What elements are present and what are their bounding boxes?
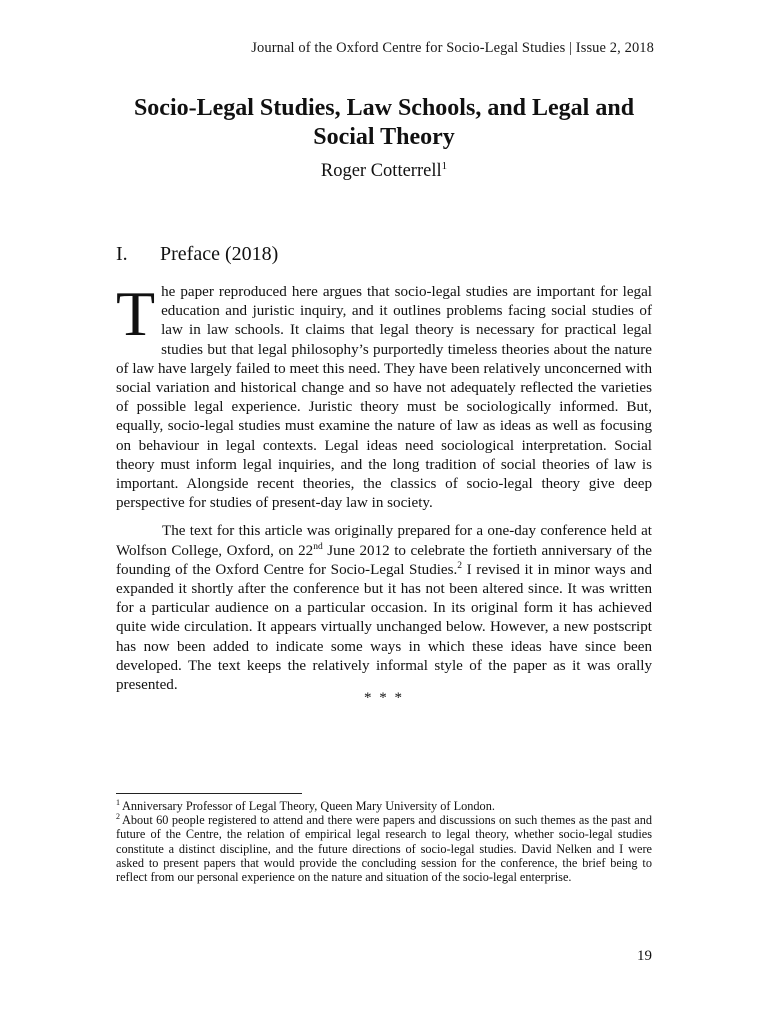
article-body <box>116 278 652 695</box>
footnote-2-text: About 60 people registered to attend and there were papers and discussions on such themes as the past and future of the Centre, the relation of empirical legal research to legal theory, whether socio-legal studies constitute a distinct discipline, and the future directions of socio-legal studies. David Nelken and I were asked to present papers that would provide the concluding session for the conference, the brief being to reflect from our personal experience on the nature and situation of the socio-legal enterprise. <box>116 813 652 885</box>
page-number: 19 <box>637 948 652 964</box>
article-title: Socio-Legal Studies, Law Schools, and Legal and Social Theory <box>133 95 635 150</box>
running-header: Journal of the Oxford Centre for Socio-Legal Studies | Issue 2, 2018 <box>251 40 654 56</box>
paragraph-1-text: he paper reproduced here argues that socio-legal studies are important for legal education and juristic inquiry, and it outlines problems facing social studies of law in law schools. It claims that legal theory is necessary for practical legal studies but that legal philosophy’s purportedly timeless theories about the nature of law have largely failed to meet this need. They have been relatively unconcerned with social variation and historical change and so have not adequately reflected the varieties of possible legal experience. Juristic theory must be sociologically informed. But, equally, socio-legal studies must examine the nature of law as ideas as well as focusing on behaviour in legal contexts. Legal ideas need sociological interpretation. Social theory must inform legal inquiries, and the long tradition of social theories of law is important. Alongside recent theories, the classics of socio-legal theory give deep perspective for studies of present-day law in society. <box>116 284 652 512</box>
author-name: Roger Cotterrell <box>320 161 442 181</box>
section-ornament: * * * <box>364 690 404 706</box>
paragraph-1 <box>116 278 652 513</box>
section-heading <box>116 243 278 266</box>
footnote-mark-2[interactable]: 2 <box>457 560 463 571</box>
author-line <box>114 161 654 182</box>
footnote-1-mark: 1 <box>116 797 120 807</box>
drop-cap: T <box>116 278 156 349</box>
footnote-1 <box>116 799 652 813</box>
footnote-1-text: Anniversary Professor of Legal Theory, Queen Mary University of London. <box>122 799 495 813</box>
ordinal-suffix: nd <box>313 541 323 552</box>
paragraph-2-part-3: I revised it in minor ways and expanded it shortly after the conference but it has not been altered since. It was written for a particular audience on a particular occasion. In its original form it has achieved quite wide circulation. It appears virtually unchanged below. However, a new postscript has now been added to indicate some ways in which these ideas have since been developed. The text keeps the relatively informal style of the paper as it was orally presented. <box>116 561 652 694</box>
author-footnote-mark[interactable]: 1 <box>441 159 448 172</box>
paragraph-2 <box>116 522 652 695</box>
section-number: I. <box>116 243 128 265</box>
section-title: Preface (2018) <box>160 243 279 265</box>
footnotes <box>116 799 652 884</box>
footnote-2 <box>116 813 652 884</box>
footnote-2-mark: 2 <box>116 812 120 822</box>
paragraph-2-part-2: June 2012 to celebrate the fortieth anniversary of the founding of the Oxford Centre for Socio-Legal Studies. <box>116 542 652 578</box>
paragraph-2-part-1: The text for this article was originally prepared for a one-day conference held at Wolfson College, Oxford, on 22 <box>116 523 652 559</box>
footnote-divider <box>116 793 302 794</box>
